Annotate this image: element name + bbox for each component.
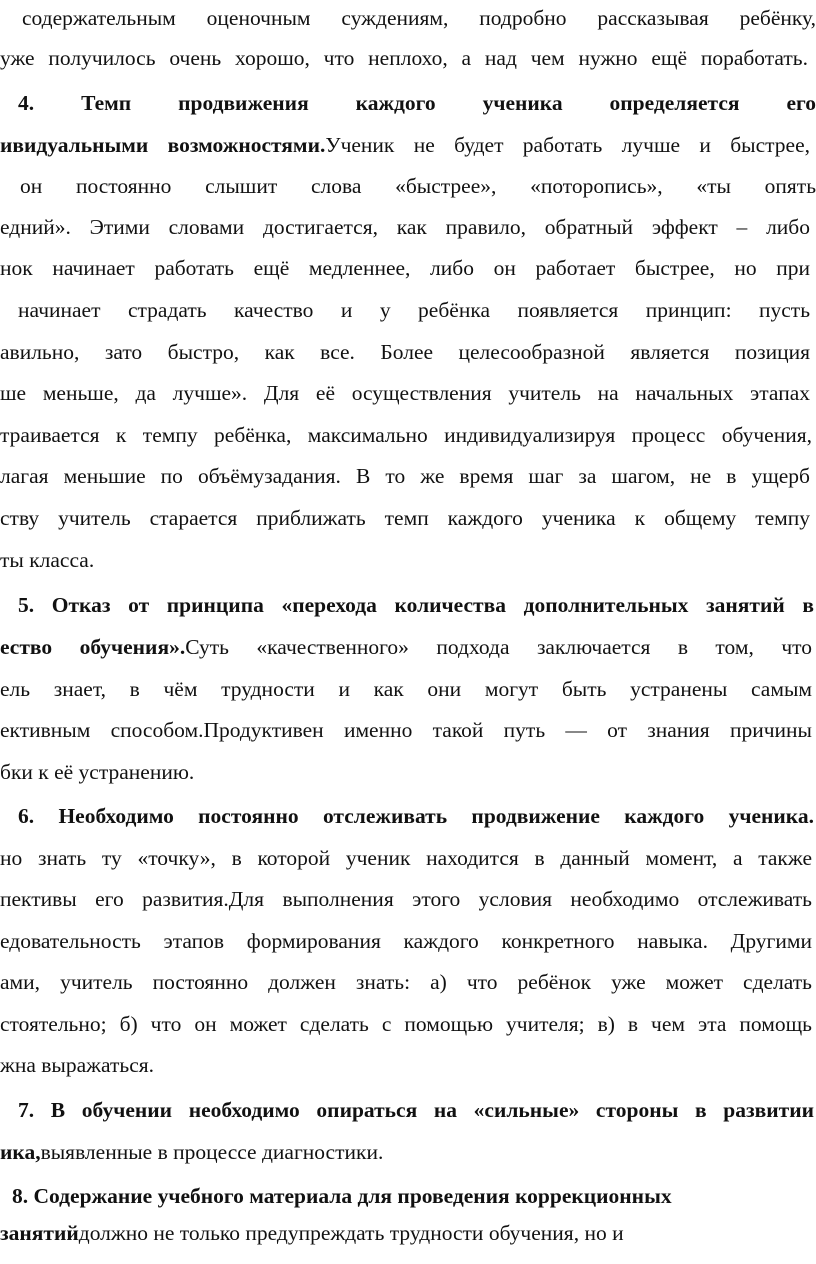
text-run: едовательность этапов формирования каждого конкретного навыка. Другими [0, 929, 812, 953]
text-line-5 [0, 171, 816, 201]
text-run: авильно, зато быстро, как все. Более целесообразной является позиция [0, 340, 810, 364]
text-line-25 [0, 1009, 812, 1039]
bold-run: 7. В обучении необходимо опираться на «сильные» стороны в развитии [18, 1098, 814, 1122]
text-line-7 [0, 253, 810, 283]
heading-item-5 [0, 590, 814, 620]
text-line-2 [0, 43, 808, 73]
text-run: выявленные в процессе диагностики. [40, 1140, 384, 1164]
text-run: ству учитель старается приближать темп каждого ученика к общему темпу [0, 506, 810, 530]
bold-run: занятий [0, 1221, 79, 1245]
heading-item-6 [0, 801, 814, 831]
text-run: траивается к темпу ребёнка, максимально индивидуализируя процесс обучения, [0, 423, 812, 447]
text-run: ель знает, в чём трудности и как они могут быть устранены самым [0, 677, 812, 701]
text-line-8 [0, 295, 810, 325]
text-run: Ученик не будет работать лучше и быстрее, [325, 133, 810, 157]
text-line-1 [0, 3, 816, 33]
text-line-18 [0, 715, 812, 745]
text-run: едний». Этими словами достигается, как правило, обратный эффект – либо [0, 215, 810, 239]
text-line-23 [0, 926, 812, 956]
bold-run: 8. Содержание учебного материала для проведения коррекционных [12, 1184, 672, 1208]
text-line-14 [0, 545, 816, 575]
text-line-30 [0, 1218, 816, 1248]
text-line-19 [0, 757, 816, 787]
text-line-13 [0, 503, 810, 533]
text-run: жна выражаться. [0, 1053, 155, 1077]
text-run: уже получилось очень хорошо, что неплохо, а над чем нужно ещё поработать. [0, 46, 808, 70]
text-run: содержательным оценочным суждениям, подробно рассказывая ребёнку, [22, 6, 816, 30]
bold-run: ество обучения». [0, 635, 186, 659]
bold-run: 5. Отказ от принципа «перехода количества дополнительных занятий в [18, 593, 814, 617]
text-run: ше меньше, да лучше». Для её осуществления учитель на начальных этапах [0, 381, 810, 405]
text-run: лагая меньшие по объёмузадания. В то же время шаг за шагом, не в ущерб [0, 464, 810, 488]
text-line-17 [0, 674, 812, 704]
text-line-11 [0, 420, 812, 450]
text-run: но знать ту «точку», в которой ученик находится в данный момент, а также [0, 846, 812, 870]
bold-run: 6. Необходимо постоянно отслеживать продвижение каждого ученика. [18, 804, 814, 828]
text-run: ективным способом.Продуктивен именно такой путь — от знания причины [0, 718, 812, 742]
text-line-22 [0, 884, 812, 914]
text-line-28 [0, 1137, 816, 1167]
text-line-24 [0, 967, 812, 997]
bold-run: 4. Темп продвижения каждого ученика определяется его [18, 91, 816, 115]
heading-item-8 [0, 1181, 816, 1211]
text-line-4 [0, 130, 810, 160]
text-run: пективы его развития.Для выполнения этого условия необходимо отслеживать [0, 887, 812, 911]
text-run: бки к её устранению. [0, 760, 195, 784]
text-run: ами, учитель постоянно должен знать: а) что ребёнок уже может сделать [0, 970, 812, 994]
text-line-16 [0, 632, 812, 662]
text-line-26 [0, 1050, 816, 1080]
text-line-12 [0, 461, 810, 491]
text-run: начинает страдать качество и у ребёнка появляется принцип: пусть [18, 298, 810, 322]
text-run: ты класса. [0, 548, 95, 572]
text-run: нок начинает работать ещё медленнее, либо он работает быстрее, но при [0, 256, 810, 280]
text-run: он постоянно слышит слова «быстрее», «поторопись», «ты опять [20, 174, 816, 198]
heading-item-7 [0, 1095, 814, 1125]
bold-run: ивидуальными возможностями. [0, 133, 326, 157]
bold-run: ика, [0, 1140, 41, 1164]
heading-item-4 [0, 88, 816, 118]
text-run: стоятельно; б) что он может сделать с помощью учителя; в) в чем эта помощь [0, 1012, 812, 1036]
text-line-6 [0, 212, 810, 242]
text-line-21 [0, 843, 812, 873]
text-line-9 [0, 337, 810, 367]
text-line-10 [0, 378, 810, 408]
text-run: должно не только предупреждать трудности обучения, но и [78, 1221, 624, 1245]
text-run: Суть «качественного» подхода заключается в том, что [185, 635, 812, 659]
